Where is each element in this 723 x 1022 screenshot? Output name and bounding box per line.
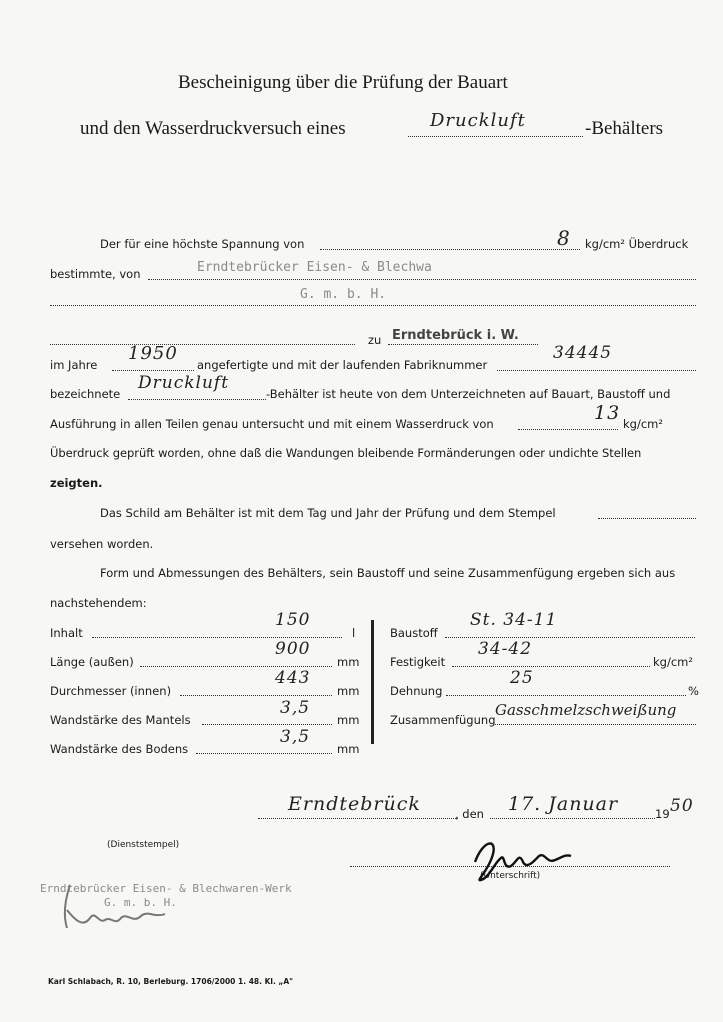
unterschrift-label: (Unterschrift) bbox=[480, 871, 541, 881]
unit-kgcm2: kg/cm² bbox=[623, 417, 663, 431]
spec-label: Zusammenfügung bbox=[390, 713, 496, 727]
fill-line bbox=[497, 370, 696, 371]
spec-label: Länge (außen) bbox=[50, 655, 134, 669]
fill-line bbox=[598, 518, 696, 519]
text-versehen: versehen worden. bbox=[50, 537, 154, 551]
serial-handwritten: 34445 bbox=[553, 343, 613, 363]
fill-line bbox=[518, 429, 618, 430]
fill-line bbox=[50, 344, 355, 345]
manufacturer-stamp-line-1: Erndtebrücker Eisen- & Blechwa bbox=[197, 260, 432, 275]
fill-line bbox=[493, 724, 696, 725]
spec-value-handwritten: 3,5 bbox=[280, 698, 311, 718]
type-handwritten: Druckluft bbox=[138, 373, 230, 393]
text-schild: Das Schild am Behälter ist mit dem Tag und Jahr der Prüfung und dem Stempel bbox=[100, 506, 556, 520]
spec-unit: mm bbox=[337, 742, 360, 756]
title-fill-line bbox=[408, 136, 583, 137]
spec-label: Inhalt bbox=[50, 626, 83, 640]
spec-value-handwritten: 900 bbox=[275, 639, 311, 659]
text-angefertigte: angefertigte und mit der laufenden Fabriknummer bbox=[197, 358, 488, 372]
location-stamp: Erndtebrück i. W. bbox=[392, 328, 519, 343]
text-nachstehendem: nachstehendem: bbox=[50, 596, 147, 610]
title-line-2-suffix: -Behälters bbox=[585, 118, 664, 139]
stamp-signature-scribble bbox=[55, 880, 185, 940]
spec-unit: mm bbox=[337, 655, 360, 669]
fill-line bbox=[128, 399, 266, 400]
spec-label: Baustoff bbox=[390, 626, 438, 640]
fill-line bbox=[148, 279, 696, 280]
fill-line bbox=[445, 637, 695, 638]
spec-value-handwritten: 443 bbox=[275, 668, 311, 688]
text-spannung: Der für eine höchste Spannung von bbox=[100, 237, 305, 251]
text-ueberdruck-geprueft: Überdruck geprüft worden, ohne daß die Wandungen bleibende Formänderungen oder undichte Stellen bbox=[50, 446, 642, 460]
fill-line bbox=[140, 666, 332, 667]
official-stamp-line-2: G. m. b. H. bbox=[104, 896, 177, 909]
fill-line bbox=[180, 695, 332, 696]
test-pressure-handwritten: 13 bbox=[594, 402, 621, 424]
unit-ueberdruck: kg/cm² Überdruck bbox=[585, 237, 689, 251]
text-im-jahre: im Jahre bbox=[50, 358, 98, 372]
spec-value-handwritten: St. 34-11 bbox=[470, 610, 558, 630]
spec-unit: mm bbox=[337, 684, 360, 698]
spec-label: Wandstärke des Mantels bbox=[50, 713, 191, 727]
spec-label: Durchmesser (innen) bbox=[50, 684, 172, 698]
spec-value-handwritten: 150 bbox=[275, 610, 311, 630]
spec-label: Dehnung bbox=[390, 684, 443, 698]
spec-value-handwritten: 34-42 bbox=[478, 639, 533, 659]
date-handwritten: 17. Januar bbox=[508, 793, 619, 815]
fill-line bbox=[112, 370, 194, 371]
fill-line bbox=[320, 249, 580, 250]
fill-line bbox=[388, 344, 538, 345]
fill-line bbox=[196, 753, 332, 754]
spec-value-handwritten: Gasschmelzschweißung bbox=[495, 701, 677, 719]
fill-line bbox=[490, 818, 655, 819]
text-behaelter-rest: -Behälter ist heute von dem Unterzeichneten auf Bauart, Baustoff und bbox=[266, 387, 671, 401]
max-pressure-handwritten: 8 bbox=[557, 226, 571, 250]
title-line-1: Bescheinigung über die Prüfung der Bauart bbox=[178, 72, 508, 93]
text-bezeichnete: bezeichnete bbox=[50, 387, 121, 401]
year-handwritten: 1950 bbox=[128, 343, 178, 364]
text-den: , den bbox=[455, 807, 484, 821]
year-footer-handwritten: 50 bbox=[670, 796, 694, 816]
spec-unit: % bbox=[688, 684, 699, 698]
spec-unit: mm bbox=[337, 713, 360, 727]
text-bestimmte: bestimmte, von bbox=[50, 267, 141, 281]
place-handwritten: Erndtebrück bbox=[288, 793, 421, 815]
manufacturer-stamp-line-2: G. m. b. H. bbox=[300, 287, 387, 302]
title-line-2-prefix: und den Wasserdruckversuch eines bbox=[80, 118, 346, 139]
text-ausfuehrung: Ausführung in allen Teilen genau untersucht und mit einem Wasserdruck von bbox=[50, 417, 494, 431]
spec-label: Festigkeit bbox=[390, 655, 446, 669]
fill-line bbox=[258, 818, 458, 819]
fill-line bbox=[446, 695, 686, 696]
fill-line bbox=[50, 305, 696, 306]
spec-label: Wandstärke des Bodens bbox=[50, 742, 189, 756]
spec-value-handwritten: 25 bbox=[510, 668, 534, 688]
text-form-abmessungen: Form und Abmessungen des Behälters, sein Baustoff und seine Zusammenfügung ergeben sich aus bbox=[100, 566, 676, 580]
text-zu: zu bbox=[368, 333, 382, 347]
official-stamp-line-1: Erndtebrücker Eisen- & Blechwaren-Werk bbox=[40, 882, 292, 895]
spec-unit: kg/cm² bbox=[653, 655, 693, 669]
printer-imprint: Karl Schlabach, R. 10, Berleburg. 1706/2000 1. 48. Kl. „A" bbox=[48, 977, 294, 986]
spec-unit: l bbox=[352, 626, 356, 640]
column-divider bbox=[371, 620, 374, 744]
spec-value-handwritten: 3,5 bbox=[280, 727, 311, 747]
vessel-type-handwritten: Druckluft bbox=[430, 110, 526, 131]
text-year-prefix: 19 bbox=[655, 807, 670, 821]
text-zeigten: zeigten. bbox=[50, 476, 103, 490]
fill-line bbox=[452, 666, 650, 667]
fill-line bbox=[92, 637, 342, 638]
dienststempel-label: (Dienststempel) bbox=[107, 840, 180, 850]
fill-line bbox=[202, 724, 332, 725]
